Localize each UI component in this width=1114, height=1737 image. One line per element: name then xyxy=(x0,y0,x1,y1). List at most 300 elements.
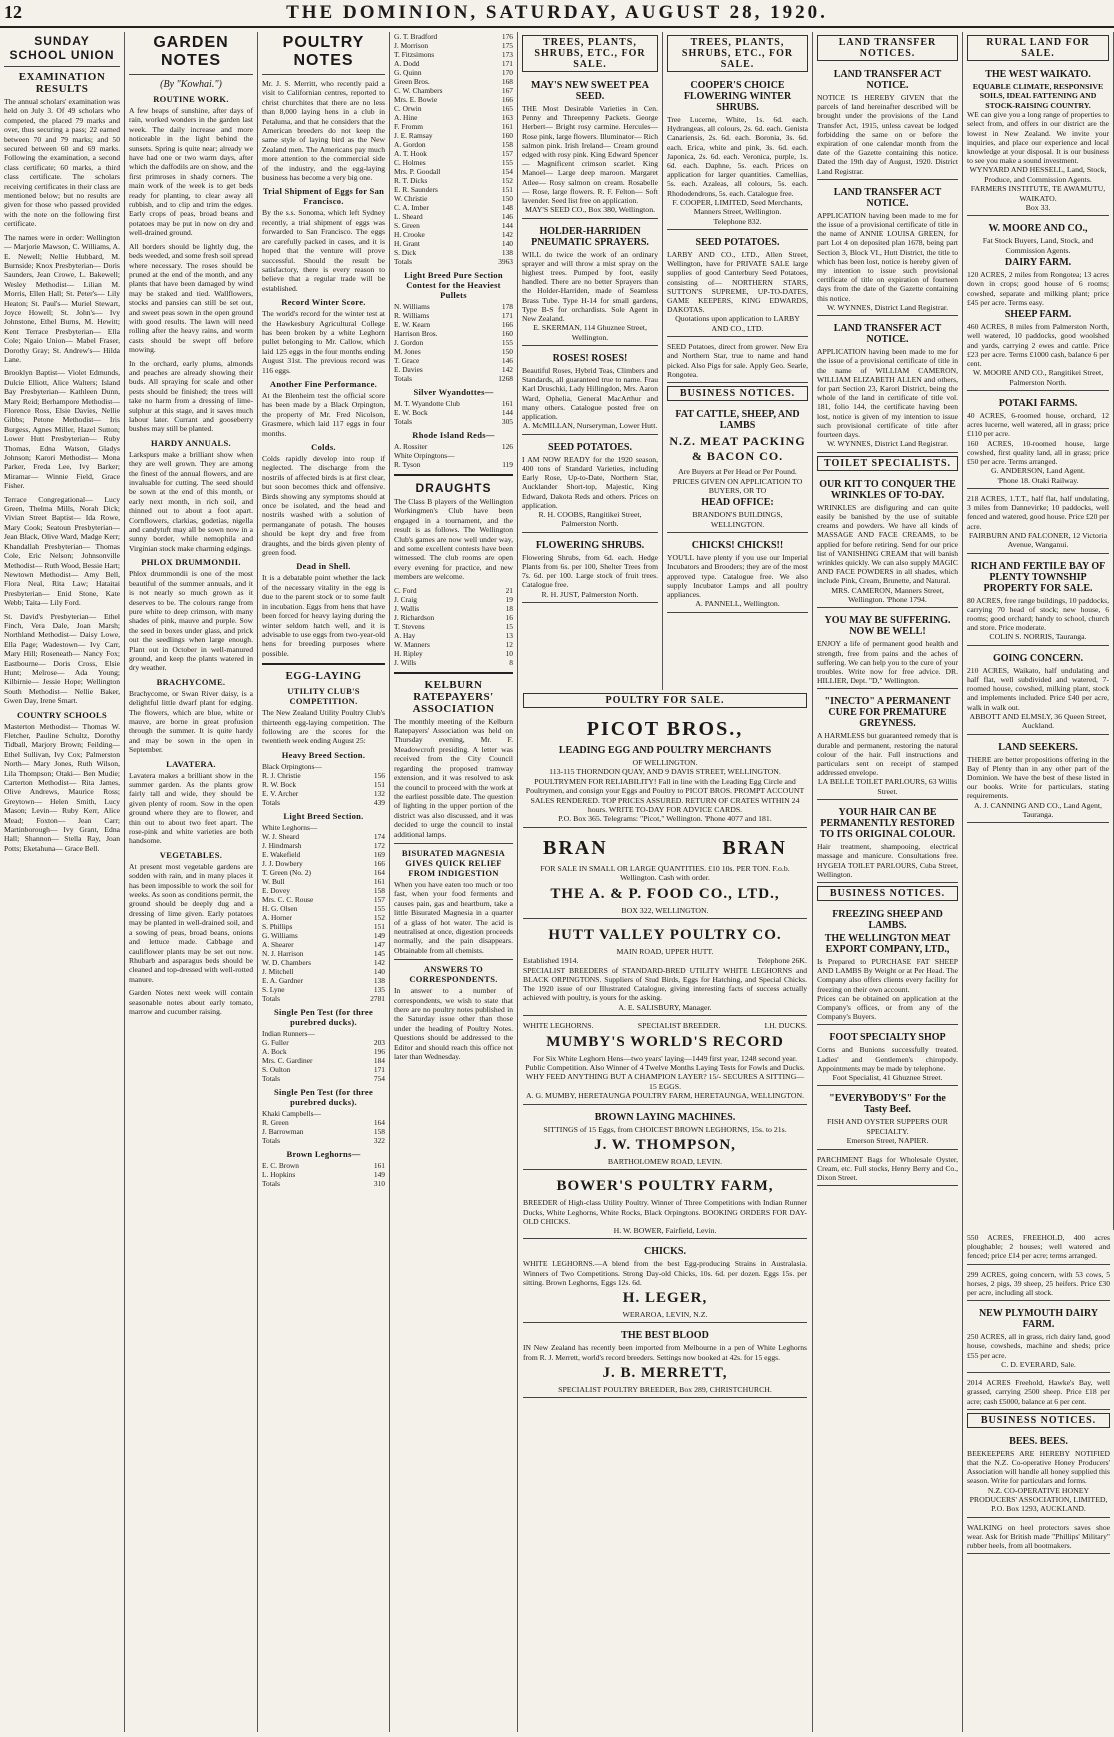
ad-moore xyxy=(967,218,1109,390)
ad-picot-bros xyxy=(523,711,807,828)
ad-text: FISH AND OYSTER SUPPERS OUR SPECIALTY. xyxy=(827,1117,948,1136)
score-row xyxy=(394,417,513,426)
colds-heading: Colds. xyxy=(311,442,336,452)
ad-title: COOPER'S CHOICE FLOWERING WINTER SHRUBS. xyxy=(683,80,792,113)
score-row xyxy=(394,230,513,239)
entrant-score: 140 xyxy=(373,966,385,976)
article-paragraph: The annual scholars' examination was held on July 3. Of 49 scholars who competed, the placed 79 marks and over, thus securing a pass; 22 earned between 70 and 79 marks; and 50 secured between 60 and 69 marks. Following the examination, a second class certificate; 60 marks, a third class certificate. The scholars receiving certificates in their class are mentioned below; but no results are given for those who passed provided with the note on the following first certificate. xyxy=(4,97,120,229)
entrant-score: 151 xyxy=(373,921,385,931)
duck-heading: Single Pen Test (for three purebred ducks). xyxy=(273,1086,374,1107)
ad-subtitle: EQUABLE CLIMATE, RESPONSIVE SOILS, IDEAL FATTENING AND STOCK-RAISING COUNTRY. xyxy=(972,82,1104,110)
entrant-name: A. T. Hook xyxy=(394,149,427,158)
score-row xyxy=(394,613,513,622)
entrant-score: 158 xyxy=(373,1126,385,1136)
entrant-name: J. Hindmarsh xyxy=(262,840,302,850)
ad-text: BREEDER of High-class Utility Poultry. Winner of Three Competitions with Indian Runner Ducks, White Leghorns, White Rocks, Black Orpingtons. BOOKING ORDERS FOR DAY-OLD CHICKS. xyxy=(523,1198,807,1226)
entrant-name: J. J. Dowbery xyxy=(262,858,303,868)
entrant-name: J. Mitchell xyxy=(262,966,294,976)
ad-bay-of-plenty xyxy=(967,556,1109,646)
score-row xyxy=(394,77,513,86)
ad-tag: I.H. DUCKS. xyxy=(764,1021,807,1031)
ad-title: CHICKS. xyxy=(644,1246,686,1258)
magnesia-heading: BISURATED MAGNESIA GIVES QUICK RELIEF FROM INDIGESTION xyxy=(401,847,506,878)
entrant-name: F. Fromm xyxy=(394,122,423,131)
entrant-name: Totals xyxy=(262,993,280,1003)
ad-address: MAIN ROAD, UPPER HUTT. xyxy=(616,947,714,957)
entrant-name: T. Stevens xyxy=(394,621,425,631)
ad-text: SEED Potatoes, direct from grower. New Era and Northern Star, true to name and hand picked. Also Pigs for sale. Apply Geo. Searle, Rongotea. xyxy=(667,342,808,379)
ad-flowering-shrubs xyxy=(522,535,658,603)
entrant-name: W. Manners xyxy=(394,639,430,649)
entrant-name: R. Williams xyxy=(394,311,430,320)
article-paragraph: At the Blenheim test the official score has been made by a Black Orpington, the property of Mr. Fred Nicolson, Grasmere, which laid 117 eggs in four months. xyxy=(262,390,385,438)
ad-2014-acres xyxy=(967,1375,1110,1410)
article-paragraph: St. David's Presbyterian— Ethel Finch, Vera Dale, Joan Marsh; Northland Methodist— Daisy Lowe, Ella Page; Wadestown— Ivy Carr, Mary Hill; Roseneath— Nancy Fox; Eastbourne— Doris Cross, Elsie Hunt; Melrose— Ada Young; Kilbirnie— Jessie Hope; Wellington South Methodist— Nellie Baker, Gwen Day, Irene Smart. xyxy=(4,611,120,706)
entrant-score: 157 xyxy=(373,894,385,904)
ad-text: WRINKLES are disfiguring and can quite easily be banished by the use of suitable creams and powders. We have all kinds of MASSAGE AND FACE CREAMS, to be applied for before retiring. Send for our price list of VANISHING CREAM that will banish wrinkles quickly. We can also supply MAGIC AND FACE POWDERS in all shades, which include Pink, Cream, Brunette, and Natural. xyxy=(817,502,958,586)
entrant-name: R. J. Christie xyxy=(262,770,301,780)
ad-text: PRICES GIVEN ON APPLICATION TO BUYERS, OR TO xyxy=(672,476,803,495)
entrant-score: 155 xyxy=(501,158,513,167)
notice-text: NOTICE IS HEREBY GIVEN that the parcels of land hereinafter described will be brought under the provisions of the Land Transfer Act, 1915, unless caveat be lodged forbidding the same on or before the expiration of one calendar month from the date of the Gazette containing this notice. Dated the 19th day of August, 1920. District Land Registrar. xyxy=(817,93,958,176)
score-row xyxy=(262,877,385,886)
article-paragraph: Brachycome, or Swan River daisy, is a delightful little dwarf plant for edging. The flowers, which are blue, white or mauve, are borne in great profusion through the summer. It is quite hardy and may be sown in the open in September. xyxy=(129,688,253,755)
entrant-score: 175 xyxy=(501,41,513,50)
ad-chicks-incubators xyxy=(667,535,808,612)
score-row xyxy=(394,649,513,658)
newspaper-title: THE DOMINION, SATURDAY, AUGUST 28, 1920. xyxy=(286,2,828,23)
ad-text: Tree Lucerne, White, 1s. 6d. each. Hydrangeas, all colours, 2s. 6d. each. Genista Canariensis, 2s. 6d. each. Boronia, 3s. 6d. each. Erica, white and pink, 3s. 6d. each. Japonica, 2s. 6d. each. Veronica, purple, 1s. 6d. each. Daphne, 5s. each. Prices on application for larger quantities. Camellias, 5s. each. Azaleas, all colours, 5s. each. Rhododendrons, 5s. each. Catalogue free. xyxy=(667,115,808,198)
ad-nz-meat xyxy=(667,404,808,533)
score-row xyxy=(394,149,513,158)
ad-bran xyxy=(523,830,807,919)
article-paragraph: Brooklyn Baptist— Violet Edmunds, Dulcie Elliott, Alice Walters; Island Bay Presbyterian— Kathleen Dunn, Mary Reid; Berhampore Methodist— Florence Ross, Elsie Davies, Nellie Gibbs; Petone Methodist— Iris Burgess, Agnes Miller, Hazel Sutton; Lower Hutt Presbyterian— Ruby Thomas, Edna Watson, Gladys Johnson; Karori Methodist— Mona Parker, Freda Lee, Ivy Barker; Miramar— Winnie Field, Grace Fisher. xyxy=(4,368,120,491)
score-row xyxy=(262,1074,385,1083)
brown-leghorns-table xyxy=(262,1161,385,1188)
score-row xyxy=(262,798,385,807)
article-paragraph: Phlox drummondii is one of the most beautiful of the summer annuals, and it is not nearly so much grown as it deserves to be. The colours range from pure white to deep crimson, with many shades of pink, mauve and purple. Sow the seed in boxes under glass, and prick out the seedlings when large enough. Plant out in October in well-manured ground, and keep the plants watered in dry weather. xyxy=(129,569,253,673)
entrant-score: 171 xyxy=(501,59,513,68)
article-paragraph: In answer to a number of correspondents, we wish to state that there are no poultry notes published in the Saturday issue other than those under the heading of Poultry Notes. Questions should be addressed to the Editor and should reach this office not later than Wednesday. xyxy=(394,986,513,1062)
brachycome-heading: BRACHYCOME. xyxy=(156,676,226,687)
entrant-name: White Orpingtons— xyxy=(394,451,455,460)
score-row xyxy=(394,113,513,122)
entrant-score: 148 xyxy=(501,203,513,212)
score-row xyxy=(262,886,385,895)
score-row xyxy=(394,203,513,212)
score-row xyxy=(394,329,513,338)
heavy-breed-heading: Heavy Breed Section. xyxy=(281,749,366,760)
ad-text: WE can give you a long range of properties to select from, and offers in our district are the lowest in New Zealand. We invite your inquiries, and place our experience and local knowledge at your disposal. It is our business to see you make a sound investment. xyxy=(967,110,1109,166)
entrant-name: N. J. Harrison xyxy=(262,948,304,958)
draughts-table xyxy=(394,586,513,667)
ad-text: YOU'LL have plenty if you use our Imperial Incubators and Brooders; they are of the most approved type. Catalogue free. We also supply Incubator Lamps and all poultry appliances. xyxy=(667,553,808,599)
score-row xyxy=(262,949,385,958)
ad-299-acres xyxy=(967,1267,1110,1302)
score-row xyxy=(262,967,385,976)
entrant-name: A. Shearer xyxy=(262,939,294,949)
score-row xyxy=(394,460,513,469)
score-row xyxy=(394,158,513,167)
entrant-name: M. Jones xyxy=(394,347,421,356)
score-row xyxy=(262,976,385,985)
score-row xyxy=(262,940,385,949)
column-scores-draughts xyxy=(390,32,518,1732)
ad-title: ROSES! ROSES! xyxy=(552,353,628,365)
article-paragraph: The world's record for the winter test at the Hawkesbury Agricultural College has been broken by a white Leghorn pullet belonging to Mr. Callow, which laid 125 eggs in the four months ending August 31st. The previous record was 116 eggs. xyxy=(262,309,385,375)
ad-head-office: HEAD OFFICE: xyxy=(701,497,774,509)
ad-text: PARCHMENT Bags for Wholesale Oyster, Cream, etc. Full stocks, Henry Berry and Co., Dixon Street. xyxy=(817,1154,958,1183)
entrant-score: 160 xyxy=(501,329,513,338)
ad-title: GOING CONCERN. xyxy=(992,652,1083,664)
ad-title: "EVERYBODY'S" For the Tasty Beef. xyxy=(829,1093,946,1116)
score-row xyxy=(262,771,385,780)
ad-text: 2014 ACRES Freehold, Hawke's Bay, well grassed, carrying 2500 sheep. Price £18 per acre; cash £5000, balance at 6 per cent. xyxy=(967,1378,1110,1406)
entrant-name: Totals xyxy=(262,1178,280,1188)
entrant-name: T. Grace xyxy=(394,356,420,365)
score-row xyxy=(262,1056,385,1065)
ad-larby-potatoes xyxy=(667,232,808,337)
ad-phone: 'Phone 18. Otaki Railway. xyxy=(997,475,1079,485)
poultry-for-sale-heading: POULTRY FOR SALE. xyxy=(523,693,807,708)
dead-in-shell-heading: Dead in Shell. xyxy=(296,561,351,572)
entrant-name: H. Crooke xyxy=(394,230,425,239)
ad-text: 210 ACRES, Waikato, half undulating and half flat, well subdivided and watered, 7-roomed house, cowshed, milking plant, stock and implements included. Price £40 per acre, walk in walk out. xyxy=(967,665,1109,712)
ad-west-waikato xyxy=(967,64,1109,216)
entrant-name: S. Lyne xyxy=(262,984,285,994)
score-row xyxy=(262,922,385,931)
business-notices-heading: BUSINESS NOTICES. xyxy=(667,386,808,401)
article-paragraph: Larkspurs make a brilliant show when they are well grown. They are among the finest of the annual flowers, and are invaluable for cutting. The seed should be sown at the end of this month, or early next month, in rich soil, and thinned out to about a foot apart. Cornflowers, clarkias, godetias, nigella and candytuft may all be sown now in a sunny border, while nemophila and Virginian stock make charming edgings. xyxy=(129,449,253,553)
score-row xyxy=(394,50,513,59)
entrant-name: T. Fitzsimons xyxy=(394,50,435,59)
article-paragraph: At present most vegetable gardens are sodden with rain, and in many places it has been impossible to work the soil for weeks. As soon as conditions permit, the ground should be deeply dug and a dressing of lime given. Early potatoes may be planted in well-drained soil, and a sowing of peas, broad beans, onions and lettuce made. Cabbage and cauliflower plants may be set out now. Rhubarb and asparagus beds should be cleaned and top-dressed with well-rotted manure. xyxy=(129,861,253,984)
score-row xyxy=(394,338,513,347)
poultry-for-sale-section xyxy=(518,690,813,1732)
ad-bees xyxy=(967,1431,1110,1518)
entrant-name: C. A. Imber xyxy=(394,203,429,212)
ad-seed-potatoes-searle xyxy=(667,339,808,383)
entrant-score: 138 xyxy=(501,248,513,257)
ad-title: W. MOORE AND CO., xyxy=(988,223,1088,235)
score-row xyxy=(262,780,385,789)
entrant-score: 18 xyxy=(505,603,513,613)
entrant-name: J. Wills xyxy=(394,657,417,667)
score-row xyxy=(394,658,513,667)
egg-laying-subheading: UTILITY CLUB'S COMPETITION. xyxy=(287,686,360,707)
article-paragraph: In the orchard, early plums, almonds and peaches are already showing their buds. All spraying for scale and other pests should be finished; the trees will take no harm from a dressing of lime-sulphur at this stage, and it saves much labour later. Currant and gooseberry bushes may still be planted. xyxy=(129,358,253,434)
entrant-name: W. D. Chambers xyxy=(262,957,311,967)
ad-everybodys xyxy=(817,1088,958,1149)
ad-mumby xyxy=(523,1018,807,1104)
ad-land-seekers xyxy=(967,737,1109,824)
entrant-score: 163 xyxy=(501,113,513,122)
heavy-breed-table xyxy=(262,762,385,807)
score-row xyxy=(262,868,385,877)
score-row xyxy=(394,640,513,649)
entrant-name: G. T. Bradford xyxy=(394,32,438,41)
ad-title: DAIRY FARM. xyxy=(1004,257,1072,269)
entrant-name: E. A. Gardner xyxy=(262,975,304,985)
score-row xyxy=(394,622,513,631)
ad-parchment xyxy=(817,1152,958,1187)
ad-footer: Quotations upon application to LARBY AND CO., LTD. xyxy=(675,314,800,333)
entrant-name: R. T. Dicks xyxy=(394,176,428,185)
entrant-score: 13 xyxy=(505,630,513,640)
score-row xyxy=(262,958,385,967)
ad-leger-chicks xyxy=(523,1241,807,1323)
entrant-score: 126 xyxy=(501,442,513,451)
entrant-name: White Leghorns— xyxy=(262,822,318,832)
column-garden-notes xyxy=(125,32,258,1732)
ad-text: ENJOY a life of permanent good health and strength, free from pains and the aches of suffering. We can help you to the cure of your troubles. Write now for free advice. DR. HILLIER, Dept. "D," Wellington. xyxy=(817,639,958,686)
ad-bowers xyxy=(523,1172,807,1239)
entrant-name: A. Bock xyxy=(262,1046,287,1056)
column-poultry-notes xyxy=(258,32,390,1732)
ad-phone: Telephone 26K. xyxy=(757,956,807,966)
ad-title: BEES. BEES. xyxy=(1009,1435,1068,1447)
score-row xyxy=(394,59,513,68)
entrant-score: 171 xyxy=(373,1064,385,1074)
ad-potaki xyxy=(967,393,1109,489)
entrant-score: 142 xyxy=(501,365,513,374)
ad-freezing xyxy=(817,904,958,1025)
score-row xyxy=(262,823,385,832)
ad-title: BROWN LAYING MACHINES. xyxy=(594,1111,736,1123)
ad-foot-specialty xyxy=(817,1027,958,1086)
entrant-name: C. Holmes xyxy=(394,158,426,167)
ad-title: SEED POTATOES. xyxy=(548,441,632,453)
egg-laying-heading: EGG-LAYING xyxy=(285,670,362,683)
ad-text: FOR SALE IN SMALL OR LARGE QUANTITIES. £10 10s. PER TON. F.o.b. Wellington. Cash with order. xyxy=(540,863,790,883)
article-paragraph: The Class B players of the Wellington Workingmen's Club have been engaged in a tournament, and the result is as follows. The Wellington Club's games are now well under way, and some excellent contests have been witnessed. The club rooms are open every evening for practice, and new members are welcome. xyxy=(394,497,513,582)
entrant-score: 170 xyxy=(501,68,513,77)
ad-footer: E. SKERMAN, 114 Ghuznee Street, Wellington. xyxy=(533,323,647,342)
entrant-name: A. Horner xyxy=(262,912,292,922)
kelburn-heading: KELBURN RATEPAYERS' ASSOCIATION xyxy=(412,678,495,715)
ad-title: NEW PLYMOUTH DAIRY FARM. xyxy=(978,1308,1099,1331)
ad-footer: A. E. SALISBURY, Manager. xyxy=(618,1002,712,1012)
business-notices-heading: BUSINESS NOTICES. xyxy=(967,1413,1110,1428)
ad-text: Fat Stock Buyers, Land, Stock, and Commission Agents. xyxy=(982,236,1094,255)
entrant-name: Mrs. E. Bowie xyxy=(394,95,438,104)
entrant-name: Black Orpingtons— xyxy=(262,761,322,771)
ad-title: FLOWERING SHRUBS. xyxy=(535,539,645,551)
ad-cooper-shrubs xyxy=(667,75,808,230)
entrant-score: 142 xyxy=(501,230,513,239)
ad-tag: SPECIALIST BREEDER. xyxy=(637,1021,721,1031)
article-paragraph: Garden Notes next week will contain seasonable notes about early tomato, marrow and cucumber raising. xyxy=(129,988,253,1016)
entrant-name: Mrs. P. Goodall xyxy=(394,167,441,176)
score-row xyxy=(262,1179,385,1188)
vegetables-heading: VEGETABLES. xyxy=(159,849,223,860)
draughts-heading: DRAUGHTS xyxy=(415,481,492,495)
entrant-score: 150 xyxy=(501,194,513,203)
score-row xyxy=(262,1136,385,1145)
entrant-score: 21 xyxy=(505,585,513,595)
entrant-score: 168 xyxy=(501,77,513,86)
entrant-score: 154 xyxy=(501,167,513,176)
land-notice xyxy=(817,182,958,316)
score-row xyxy=(394,104,513,113)
score-row xyxy=(394,212,513,221)
entrant-score: 178 xyxy=(501,302,513,311)
entrant-name: Harrison Bros. xyxy=(394,329,438,338)
poultry-notes-heading: POULTRY NOTES xyxy=(282,34,365,69)
ad-company: J. B. MERRETT, xyxy=(602,1364,728,1381)
score-row xyxy=(262,762,385,771)
entrant-name: T. Green (No. 2) xyxy=(262,867,311,877)
bran-right: BRAN xyxy=(722,836,787,859)
ad-footer: WYNYARD AND HESSELL, Land, Stock, Produce, and Commission Agents. xyxy=(969,165,1107,184)
light-test-table xyxy=(394,302,513,383)
ad-town: OF WELLINGTON. xyxy=(632,758,698,767)
entrant-score: 155 xyxy=(373,903,385,913)
ad-text: Hair treatment, shampooing, electrical massage and manicure. Consultations free. HYGEIA TOILET PARLOURS, Cuba Street, Wellington. xyxy=(817,842,958,879)
entrant-name: E. Davies xyxy=(394,365,423,374)
article-paragraph: By the s.s. Sonoma, which left Sydney recently, a trial shipment of eggs was forwarded to San Francisco. The eggs are carefully packed in cases, and it is hoped that the venture will prove successful. Should the result be satisfactory, there is every reason to believe that a regular trade will be established. xyxy=(262,208,385,293)
entrant-name: A. Hine xyxy=(394,113,418,122)
entrant-name: W. Christie xyxy=(394,194,428,203)
entrant-score: 161 xyxy=(501,122,513,131)
notice-footer: W. WYNNES, District Land Registrar. xyxy=(826,439,949,449)
score-row xyxy=(394,248,513,257)
ad-footer: MRS. CAMERON, Manners Street, Wellington. 'Phone 1794. xyxy=(831,585,944,604)
entrant-name: J. E. Ramsay xyxy=(394,131,433,140)
entrant-score: 155 xyxy=(501,338,513,347)
brown-leghorns-heading: Brown Leghorns— xyxy=(286,1148,361,1159)
entrant-score: 169 xyxy=(373,849,385,859)
ad-wrinkles xyxy=(817,474,958,609)
score-row xyxy=(262,1109,385,1118)
land-notice xyxy=(817,318,958,452)
entrant-name: J. Barrowman xyxy=(262,1126,304,1136)
ad-text: Prices can be obtained on application at the Company's offices, or from any of the Company's Buyers. xyxy=(817,993,958,1022)
entrant-score: 16 xyxy=(505,612,513,622)
answers-heading: ANSWERS TO CORRESPONDENTS. xyxy=(409,964,498,985)
entrant-score: 147 xyxy=(373,939,385,949)
score-row xyxy=(394,41,513,50)
entrant-name: C. W. Chambers xyxy=(394,86,443,95)
score-row xyxy=(394,176,513,185)
score-row xyxy=(262,1118,385,1127)
ad-title: SEED POTATOES. xyxy=(695,237,780,249)
score-row xyxy=(394,32,513,41)
entrant-name: J. Wallis xyxy=(394,603,420,613)
article-paragraph: It is a debatable point whether the lack of the necessary vitality in the egg is due to the parent stock or to some fault in incubation. Eggs from hens that have been forced for heavy laying during the winter seldom hatch well, and it is advisable to use eggs from two-year-old hens for breeding purposes where possible. xyxy=(262,573,385,658)
entrant-score: 161 xyxy=(501,399,513,408)
ad-text: WALKING on heel protectors saves shoe wear. Ask for British made "Phillips' Military" rubber heels, from all bootmakers. xyxy=(967,1522,1110,1551)
score-row xyxy=(262,841,385,850)
entrant-name: G. Fuller xyxy=(262,1037,289,1047)
entrant-score: 322 xyxy=(373,1135,385,1145)
entrant-score: 167 xyxy=(501,86,513,95)
wyandotte-heading: Silver Wyandottes— xyxy=(413,387,494,397)
ad-footer: LA BELLE TOILET PARLOURS, 63 Willis Street. xyxy=(817,777,958,796)
ad-text: THE Most Desirable Varieties in Cen. Penny and Threepenny Packets. George Herbert— Bright rosy carmine. Hercules— Rose pink, large flowers. Illuminator— Rich salmon pink. Irish Ireland— Cream ground edged with rosy pink. King Edward Spencer— Magnificent crimson scarlet. King Manoel— Large deep maroon. Margaret Atlee— Rosy salmon on cream. Rosabelle— Rose, large flowers. R. F. Felton— Soft lavender. Seed list free on application. xyxy=(522,104,658,206)
entrant-score: 10 xyxy=(505,648,513,658)
entrant-score: 173 xyxy=(501,50,513,59)
entrant-name: Totals xyxy=(262,1073,280,1083)
ad-address: BRANDON'S BUILDINGS, WELLINGTON. xyxy=(692,510,783,529)
entrant-name: R. W. Bock xyxy=(262,779,297,789)
score-row xyxy=(394,302,513,311)
entrant-name: Mrs. C. C. Rouse xyxy=(262,894,314,904)
entrant-name: L. Sheard xyxy=(394,212,423,221)
entrant-score: 196 xyxy=(373,1046,385,1056)
article-paragraph: Colds rapidly develop into roup if neglected. The discharge from the nostrils of affected birds is at first clear, but soon becomes thick and offensive. Birds showing any symptoms should at once be isolated, and the head and nostrils washed with a solution of permanganate of potash. The houses should be kept dry and free from draughts, and the birds given plenty of green food. xyxy=(262,454,385,558)
entrant-score: 1268 xyxy=(498,374,513,383)
ad-inecto xyxy=(817,691,958,800)
ad-title: YOU MAY BE SUFFERING. NOW BE WELL! xyxy=(824,615,951,638)
ad-text: 120 ACRES, 2 miles from Rongotea; 13 acres down in crops; good house of 6 rooms; cowshed, separate and milking plant; price £45 per acre. Terms easy. xyxy=(967,270,1109,307)
score-row xyxy=(262,931,385,940)
entrant-name: L. Hopkins xyxy=(262,1169,296,1179)
ad-company: MUMBY'S WORLD'S RECORD xyxy=(546,1033,784,1050)
ad-hutt-valley xyxy=(523,921,807,1016)
score-row xyxy=(394,140,513,149)
score-row xyxy=(394,239,513,248)
entrant-score: 146 xyxy=(501,212,513,221)
garden-notes-heading: GARDEN NOTES xyxy=(153,34,229,69)
page-number: 12 xyxy=(4,2,22,22)
entrant-score: 140 xyxy=(501,239,513,248)
entrant-name: E. Wakefield xyxy=(262,849,301,859)
ad-title: YOUR HAIR CAN BE PERMANENTLY RESTORED TO ITS ORIGINAL COLOUR. xyxy=(819,807,956,841)
ad-text: 299 ACRES, going concern, with 53 cows, 5 horses, 2 pigs, 39 sheep, 25 heifers. Price £30 per acre, including all stock. xyxy=(967,1269,1110,1298)
ad-footer: H. W. BOWER, Fairfield, Levin. xyxy=(613,1225,717,1235)
duck-table xyxy=(262,1109,385,1145)
ad-title: FREEZING SHEEP AND LAMBS. xyxy=(832,909,943,931)
ad-company: HUTT VALLEY POULTRY CO. xyxy=(548,927,782,944)
article-paragraph: All borders should be lightly dug, the beds weeded, and some fresh soil spread where necessary. The roses should be pruned at the end of the month, and any plants that have been damaged by wind may be staked and tied. Wallflowers, stocks and pansies can still be set out, and sweet peas sown in the open ground with good results. The lawn will need rolling after the heavy rains, and worm casts should be swept off before mowing. xyxy=(129,241,253,355)
ad-established: Established 1914. xyxy=(523,956,579,966)
notice-text: APPLICATION having been made to me for the issue of a provisional certificate of title in the name of ANNIE LOUISA GREEN, for part Lot 4 on deposited plan 1678, being part Section 3, Block VI., Hutt District, the title to which has been lost, notice is hereby given of my intention to issue such provisional certificate of title on expiration of fourteen days from the date of the Gazette containing this notice. xyxy=(817,210,958,303)
record-winter-heading: Record Winter Score. xyxy=(281,297,366,308)
entrant-score: 144 xyxy=(501,408,513,417)
entrant-score: 2781 xyxy=(370,993,385,1003)
entrant-score: 161 xyxy=(373,1160,385,1170)
ad-suffering xyxy=(817,610,958,689)
entrant-name: W. J. Sheard xyxy=(262,831,300,841)
entrant-score: 161 xyxy=(373,876,385,886)
score-row xyxy=(394,408,513,417)
article-paragraph: Mr. J. S. Merritt, who recently paid a visit to Californian centres, reported to christ churchites that there are no less than 8,000 laying hens in a club in Petaluma, and that he considers that the American breeders do not keep the same style of laying bird as the New Zealand men. The Americans pay much more attention to the commercial side of the industry, and the egg-laying business has become a very big one. xyxy=(262,79,385,183)
light-test-heading: Light Breed Pure Section Contest for the Heaviest Pullets xyxy=(404,270,503,300)
ad-text: THERE are better propositions offering in the Bay of Plenty than in any other part of the Dominion. We have the best of these listed in our books. Write for particulars, stating requirements. xyxy=(967,754,1109,801)
light-breed-table xyxy=(262,823,385,1003)
ad-550-acres xyxy=(967,1230,1110,1265)
phlox-heading: PHLOX DRUMMONDII. xyxy=(141,557,241,568)
entrant-name: A. Hay xyxy=(394,630,416,640)
entrant-score: 310 xyxy=(373,1178,385,1188)
ad-218-acres xyxy=(967,491,1109,554)
entrant-name: Green Bros. xyxy=(394,77,430,86)
ad-footer: Emerson Street, NAPIER. xyxy=(846,1136,929,1146)
ad-holder-sprayers xyxy=(522,221,658,346)
sunday-school-heading: SUNDAY SCHOOL UNION xyxy=(9,34,115,62)
entrant-name: J. Craig xyxy=(394,594,417,604)
ad-footer: R. H. COOBS, Rangitikei Street, Palmerston North. xyxy=(538,509,642,529)
ad-footer: A. J. CANNING AND CO., Land Agent, Tauranga. xyxy=(974,800,1102,820)
entrant-score: 150 xyxy=(501,347,513,356)
notice-text: APPLICATION having been made to me for the issue of a provisional certificate of title in the name of WILLIAM CAMERON, WILLIAM ELIZABETH ALLEN and others, for part Section 23, Karori District, being the whole of the land in certificate of title vol. 181, folio 144, the certificate having been lost, notice is given of my intention to issue such provisional certificate of title after fourteen days. xyxy=(817,347,958,440)
score-row xyxy=(394,365,513,374)
land-transfer-heading: LAND TRANSFER NOTICES. xyxy=(817,35,958,61)
article-paragraph: The names were in order: Wellington— Marjorie Mawson, C. Williams, A. E. Newell; Nellie Hubbard, M. Burnside; Knox Presbyterian— Doris Saunders, Jean Crowe, L. Bakewell; Wesley Methodist— Lilian M. Morris, Ellen Hall; St. Peter's— Lily Heaton; St. Paul's— Muriel Stewart, Joyce Howell; St. John's— Ivy Johnstone, Ethel Burns, M. Hewitt; Kent Terrace Presbyterian— Ella Cole; Ngaio Union— Mabel Fraser, Dorothy Gray; St. Andrew's— Hilda Lane. xyxy=(4,232,120,364)
entrant-name: J. Gordon xyxy=(394,338,424,347)
entrant-score: 305 xyxy=(501,417,513,426)
